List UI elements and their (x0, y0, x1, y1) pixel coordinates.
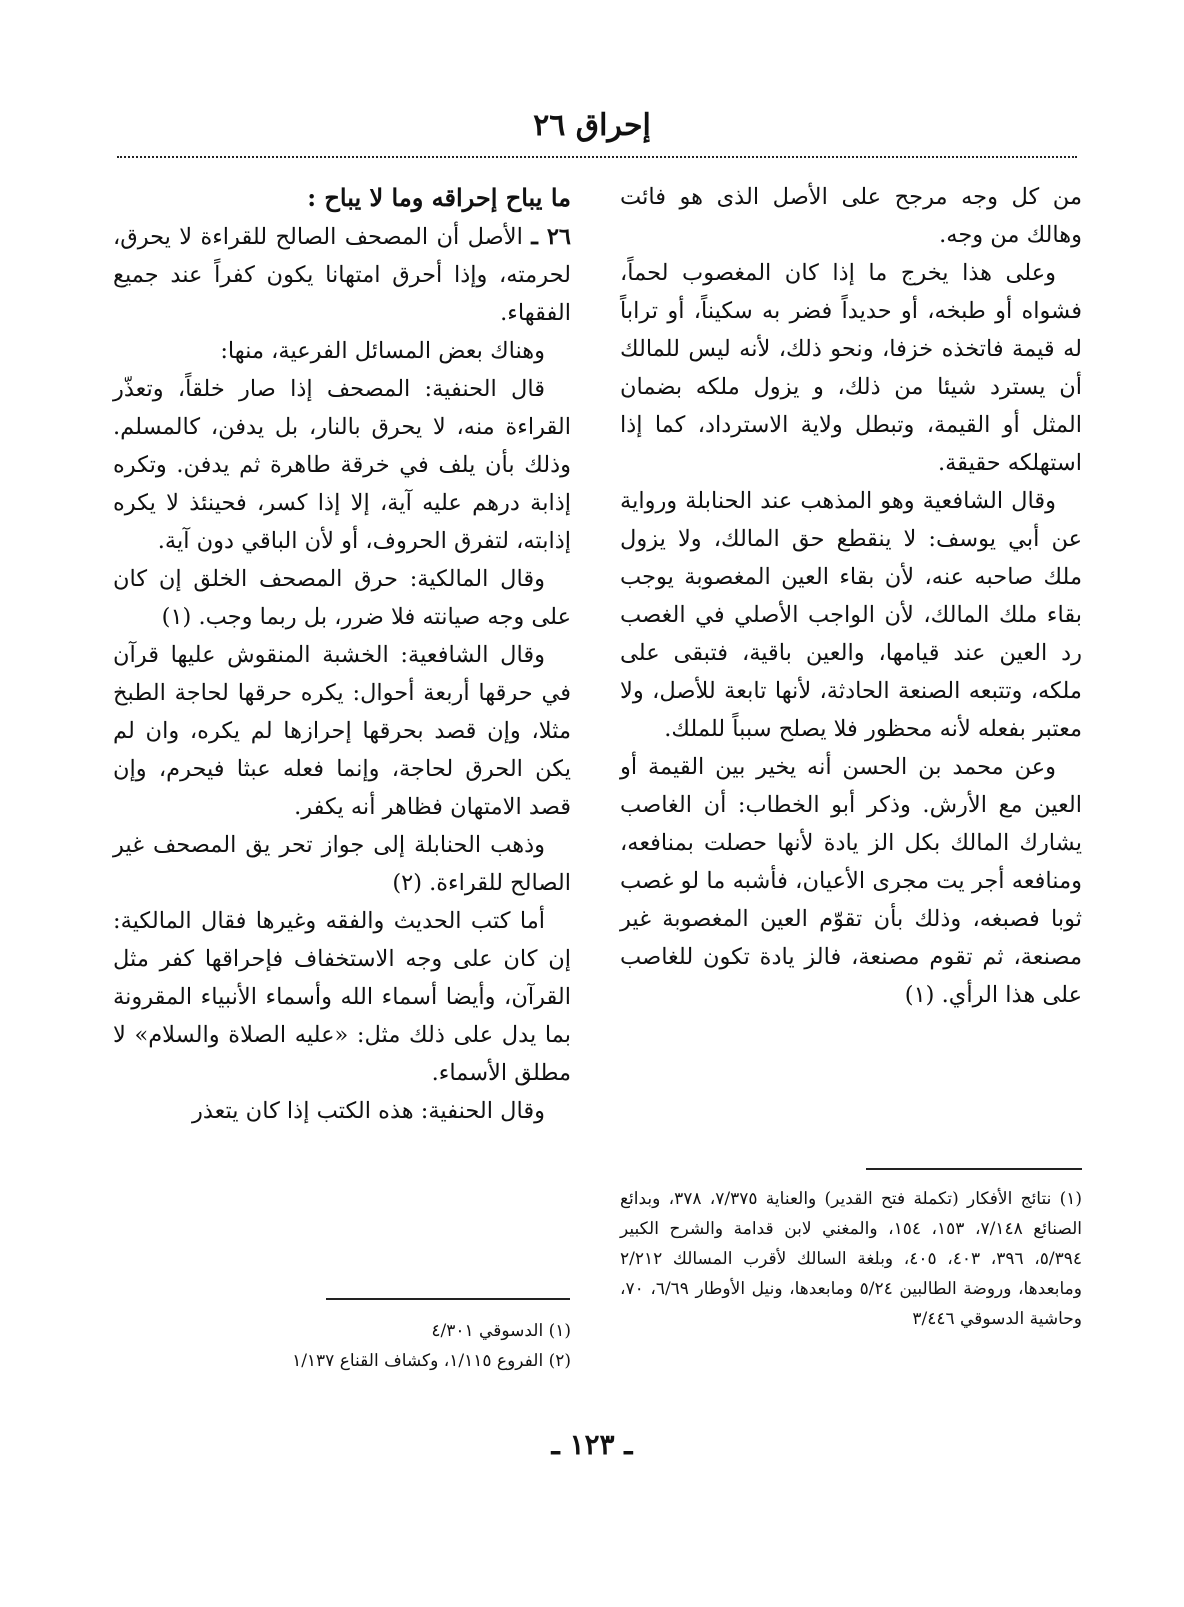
left-paragraph-4: وقال المالكية: حرق المصحف الخلق إن كان على وجه صيانته فلا ضرر، بل ربما وجب. (١) (113, 566, 571, 630)
footnote-left-1: (١) الدسوقي ٤/٣٠١ (431, 1321, 571, 1341)
left-footnote-rule (326, 1298, 570, 1300)
section-heading: ما يباح إحراقه وما لا يباح : (307, 183, 571, 212)
left-paragraph-1 (113, 218, 571, 332)
right-footnotes (620, 1184, 1082, 1334)
right-paragraph-3: وقال الشافعية وهو المذهب عند الحنابلة ورواية عن أبي يوسف: لا ينقطع حق المالك، ولا يزول ملك صاحبه عنه، لأن بقاء العين المغصوبة يوجب بقاء ملك المالك، لأن الواجب الأصلي في الغصب رد العين عند قيامها، والعين باقية، فتبقى على ملكه، وتتبعه الصنعة الحادثة، لأنها تابعة للأصل، ولا معتبر بفعله لأنه محظور فلا يصلح سبباً للملك. (620, 488, 1082, 742)
header-dotted-rule (117, 156, 1077, 158)
left-paragraph-3: قال الحنفية: المصحف إذا صار خلقاً، وتعذّر القراءة منه، لا يحرق بالنار، بل يدفن، كالمسلم. وذلك بأن يلف في خرقة طاهرة ثم يدفن. وتكره إذابة درهم عليه آية، إلا إذا كسر، فحينئذ لا يكره إذابته، لتفرق الحروف، أو لأن الباقي دون آية. (113, 376, 571, 554)
running-header: إحراق ٢٦ (533, 108, 651, 143)
left-footnotes (113, 1316, 571, 1376)
right-paragraph-1: من كل وجه مرجح على الأصل الذى هو فائت وهالك من وجه. (620, 184, 1082, 248)
left-paragraph-7: أما كتب الحديث والفقه وغيرها فقال المالكية: إن كان على وجه الاستخفاف فإحراقها كفر مثل القرآن، وأيضا أسماء الله وأسماء الأنبياء المقرونة بما يدل على ذلك مثل: «عليه الصلاة والسلام» لا مطلق الأسماء. (113, 908, 571, 1086)
footnote-left-2: (٢) الفروع ١/١١٥، وكشاف القناع ١/١٣٧ (292, 1351, 571, 1371)
left-paragraph-8: وقال الحنفية: هذه الكتب إذا كان يتعذر (191, 1098, 545, 1124)
right-paragraph-2: وعلى هذا يخرج ما إذا كان المغصوب لحماً، فشواه أو طبخه، أو حديداً فضر به سكيناً، أو تراباً له قيمة فاتخذه خزفا، ونحو ذلك، لأنه ليس للمالك أن يسترد شيئا من ذلك، و يزول ملكه بضمان المثل أو القيمة، وتبطل ولاية الاسترداد، كما إذا استهلكه حقيقة. (620, 260, 1082, 476)
section-number: ٢٦ ـ (531, 224, 571, 250)
left-paragraph-6: وذهب الحنابلة إلى جواز تحر يق المصحف غير الصالح للقراءة. (٢) (113, 832, 571, 896)
right-footnote-rule (866, 1168, 1082, 1170)
page-number: ـ ١٢٣ ـ (551, 1428, 633, 1461)
right-paragraph-4: وعن محمد بن الحسن أنه يخير بين القيمة أو العين مع الأرش. وذكر أبو الخطاب: أن الغاصب يشارك المالك بكل الز يادة لأنها حصلت بمنافعه، ومنافعه أجر يت مجرى الأعيان، فأشبه ما لو غصب ثوبا فصبغه، وذلك بأن تقوّم العين المغصوبة غير مصنعة، ثم تقوم مصنعة، فالز يادة تكون للغاصب على هذا الرأي. (١) (620, 754, 1082, 1008)
left-column (113, 178, 571, 1130)
footnote-right-1: (١) نتائج الأفكار (تكملة فتح القدير) والعناية ٧/٣٧٥، ٣٧٨، وبدائع الصنائع ٧/١٤٨، ١٥٣، ١٥٤، والمغني لابن قدامة والشرح الكبير ٥/٣٩٤، ٣٩٦، ٤٠٣، ٤٠٥، وبلغة السالك لأقرب المسالك ٢/٢١٢ ومابعدها، وروضة الطالبين ٥/٢٤ ومابعدها، ونيل الأوطار ٦/٦٩، ٧٠، وحاشية الدسوقي ٣/٤٤٦ (620, 1189, 1083, 1329)
left-paragraph-1-text: الأصل أن المصحف الصالح للقراءة لا يحرق، لحرمته، وإذا أحرق امتهانا يكون كفراً عند جميع الفقهاء. (113, 224, 571, 326)
left-paragraph-2: وهناك بعض المسائل الفرعية، منها: (220, 338, 545, 364)
right-column (620, 178, 1082, 1014)
left-paragraph-5: وقال الشافعية: الخشبة المنقوش عليها قرآن في حرقها أربعة أحوال: يكره حرقها لحاجة الطبخ مثلا، وإن قصد بحرقها إحرازها لم يكره، وان لم يكن الحرق لحاجة، وإنما فعله عبثا فيحرم، وإن قصد الامتهان فظاهر أنه يكفر. (113, 642, 571, 820)
